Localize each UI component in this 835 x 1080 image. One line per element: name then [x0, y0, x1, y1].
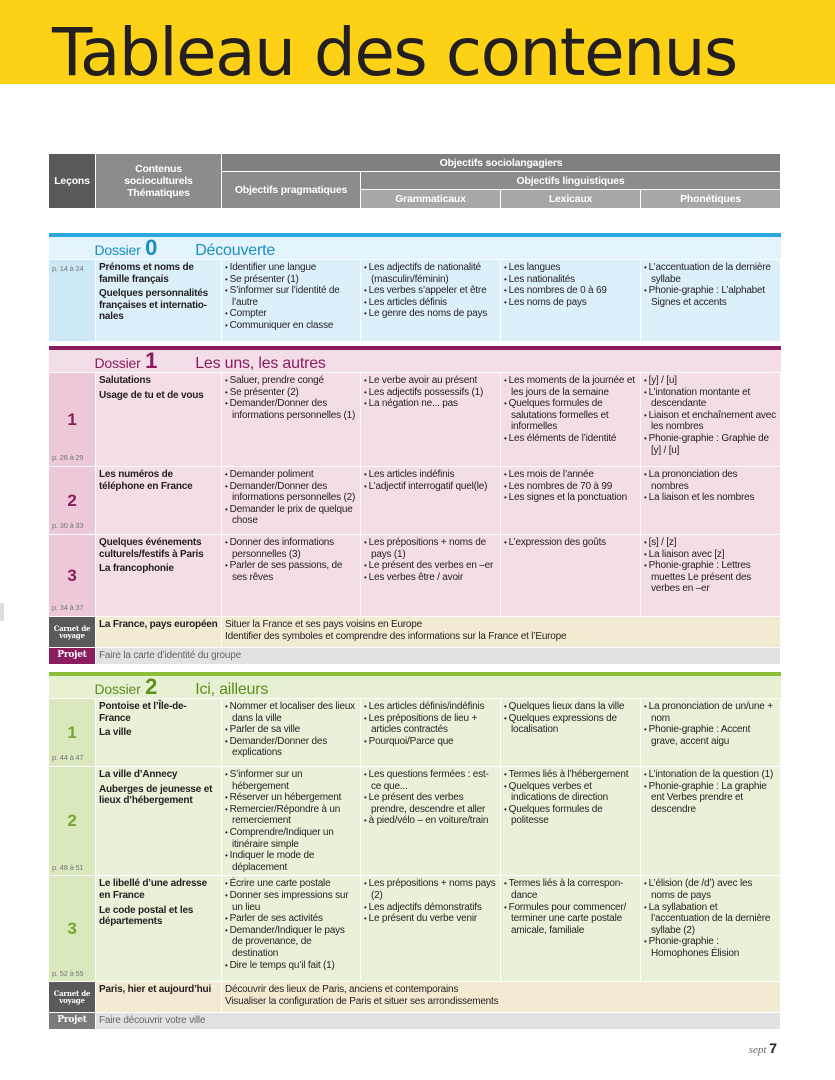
d1-l2-lex: • Les mois de l’année • Les nombres de 70 à 99 • Les signes et la ponctuation: [501, 467, 641, 535]
d1-l1-lex: • Les moments de la journée et les jours de la semaine • Quelques formules de salutations formelles et informelles • Les éléments de l’identité: [501, 373, 641, 467]
d1-l3-themes: Quelques événements culturels/festifs à Paris La francophonie: [96, 535, 222, 617]
d1-l1-themes: Salutations Usage de tu et de vous: [96, 373, 222, 467]
d2-projet-label: Projet: [49, 1013, 96, 1030]
d0-prag: • Identifier une langue • Se présenter (1) • S’informer sur l’identité de l’autre • Compter • Communiquer en classe: [222, 260, 361, 342]
dossier-1-table: [48, 346, 781, 665]
d2-l3-gram: • Les prépositions + noms pays (2) • Les adjectifs démonstratifs • Le présent du verbe venir: [361, 876, 501, 982]
header-lex: Lexicaux: [501, 190, 641, 209]
d1-l3-prag: • Donner des informations personnelles (3) • Parler de ses passions, de ses rêves: [222, 535, 361, 617]
d2-carnet-desc: Découvrir des lieux de Paris, anciens et contemporains Visualiser la configuration de Paris et situer ses arrondissements: [222, 982, 781, 1013]
d2-carnet-label: Carnet de voyage: [49, 982, 96, 1013]
d1-l3-lex: • L’expression des goûts: [501, 535, 641, 617]
d2-l1-lex: • Quelques lieux dans la ville • Quelques expressions de localisation: [501, 699, 641, 767]
dossier-0-table: [48, 233, 781, 342]
d0-pages: p. 14 à 24: [49, 260, 96, 342]
d2-carnet-theme: Paris, hier et aujourd’hui: [96, 982, 222, 1013]
d2-l1-gram: • Les articles définis/indéfinis • Les prépositions de lieu + articles contractés • Pourquoi/Parce que: [361, 699, 501, 767]
d2-l2-themes: La ville d’Annecy Auberges de jeunesse et lieux d’hébergement: [96, 767, 222, 876]
d1-l1-gram: • Le verbe avoir au présent • Les adjectifs possessifs (1) • La négation ne... pas: [361, 373, 501, 467]
page-edge-mark: [0, 603, 4, 621]
header-table: [48, 153, 781, 209]
d2-l3-prag: • Écrire une carte postale • Donner ses impressions sur un lieu • Parler de ses activités • Demander/Indiquer le pays de provenance, de destination • Dire le temps qu’il fait (1): [222, 876, 361, 982]
d1-l3-pages: 3 p. 34 à 37: [49, 535, 96, 617]
d0-phon: • L’accentuation de la dernière syllabe • Phonie-graphie : L’alphabet Signes et accents: [641, 260, 781, 342]
d2-l2-phon: • L’intonation de la question (1) • Phonie-graphie : La graphie ent Verbes prendre et descendre: [641, 767, 781, 876]
d2-l2-lex: • Termes liés à l’hébergement • Quelques verbes et indications de direction • Quelques formules de politesse: [501, 767, 641, 876]
d2-l1-themes: Pontoise et l’Île-de-France La ville: [96, 699, 222, 767]
dossier-1-heading: Dossier 1 Les uns, les autres: [49, 348, 781, 373]
d1-projet-desc: Faire la carte d’identité du groupe: [96, 648, 781, 665]
d1-l2-pages: 2 p. 30 à 33: [49, 467, 96, 535]
d1-l2-phon: • La prononciation des nombres • La liaison et les nombres: [641, 467, 781, 535]
header-objectifs-prag: Objectifs pragmatiques: [222, 172, 361, 209]
d1-l1-prag: • Saluer, prendre congé • Se présenter (2) • Demander/Donner des informations personnelles (1): [222, 373, 361, 467]
d2-l3-phon: • L’élision (de /d’) avec les noms de pays • La syllabation et l’accentuation de la dernière syllabe (2) • Phonie-graphie : Homophones Élision: [641, 876, 781, 982]
dossier-2-table: [48, 672, 781, 1030]
header-lecons: Leçons: [49, 154, 96, 209]
d1-carnet-desc: Situer la France et ses pays voisins en Europe Identifier des symboles et comprendre des informations sur la France et l’Europe: [222, 617, 781, 648]
d1-l3-gram: • Les prépositions + noms de pays (1) • Le présent des verbes en –er • Les verbes être / avoir: [361, 535, 501, 617]
header-contenus: Contenus socioculturels Thématiques: [96, 154, 222, 209]
d2-l1-prag: • Nommer et localiser des lieux dans la ville • Parler de sa ville • Demander/Donner des explications: [222, 699, 361, 767]
header-objectifs-ling: Objectifs linguistiques: [361, 172, 781, 190]
d1-carnet-theme: La France, pays européen: [96, 617, 222, 648]
d1-carnet-label: Carnet de voyage: [49, 617, 96, 648]
header-phon: Phonétiques: [641, 190, 781, 209]
header-gram: Grammaticaux: [361, 190, 501, 209]
d1-projet-label: Projet: [49, 648, 96, 665]
d1-l2-gram: • Les articles indéfinis • L’adjectif interrogatif quel(le): [361, 467, 501, 535]
d1-l2-prag: • Demander poliment • Demander/Donner des informations personnelles (2) • Demander le prix de quelque chose: [222, 467, 361, 535]
page-number: sept 7: [748, 1040, 777, 1056]
header-objectifs-socio: Objectifs sociolangagiers: [222, 154, 781, 172]
d2-l3-themes: Le libellé d’une adresse en France Le code postal et les départements: [96, 876, 222, 982]
d1-l2-themes: Les numéros de téléphone en France: [96, 467, 222, 535]
d1-l3-phon: • [s] / [z] • La liaison avec [z] • Phonie-graphie : Lettres muettes Le présent des verbes en –er: [641, 535, 781, 617]
d2-l2-prag: • S’informer sur un hébergement • Réserver un hébergement • Remercier/Répondre à un remerciement • Comprendre/Indiquer un itinéraire simple • Indiquer le mode de déplacement: [222, 767, 361, 876]
d0-gram: • Les adjectifs de nationalité (masculin/féminin) • Les verbes s’appeler et être • Les articles définis • Le genre des noms de pays: [361, 260, 501, 342]
d0-lex: • Les langues • Les nationalités • Les nombres de 0 à 69 • Les noms de pays: [501, 260, 641, 342]
d0-themes: Prénoms et noms de famille français Quelques personnalités françaises et internatio-nales: [96, 260, 222, 342]
dossier-2-heading: Dossier 2 Ici, ailleurs: [49, 674, 781, 699]
d2-l1-pages: 1 p. 44 à 47: [49, 699, 96, 767]
d2-projet-desc: Faire découvrir votre ville: [96, 1013, 781, 1030]
d2-l3-lex: • Termes liés à la correspon-dance • Formules pour commencer/ terminer une carte postale amicale, familiale: [501, 876, 641, 982]
dossier-0-heading: Dossier 0 Découverte: [49, 235, 781, 260]
d1-l1-pages: 1 p. 26 à 29: [49, 373, 96, 467]
page-title: Tableau des contenus: [52, 14, 737, 91]
d2-l3-pages: 3 p. 52 à 55: [49, 876, 96, 982]
d2-l2-gram: • Les questions fermées : est-ce que... • Le présent des verbes prendre, descendre et aller • à pied/vélo – en voiture/train: [361, 767, 501, 876]
d1-l1-phon: • [y] / [u] • L’intonation montante et descendante • Liaison et enchaînement avec les nombres • Phonie-graphie : Graphie de [y] / [u]: [641, 373, 781, 467]
d2-l1-phon: • La prononciation de un/une + nom • Phonie-graphie : Accent grave, accent aigu: [641, 699, 781, 767]
d2-l2-pages: 2 p. 48 à 51: [49, 767, 96, 876]
